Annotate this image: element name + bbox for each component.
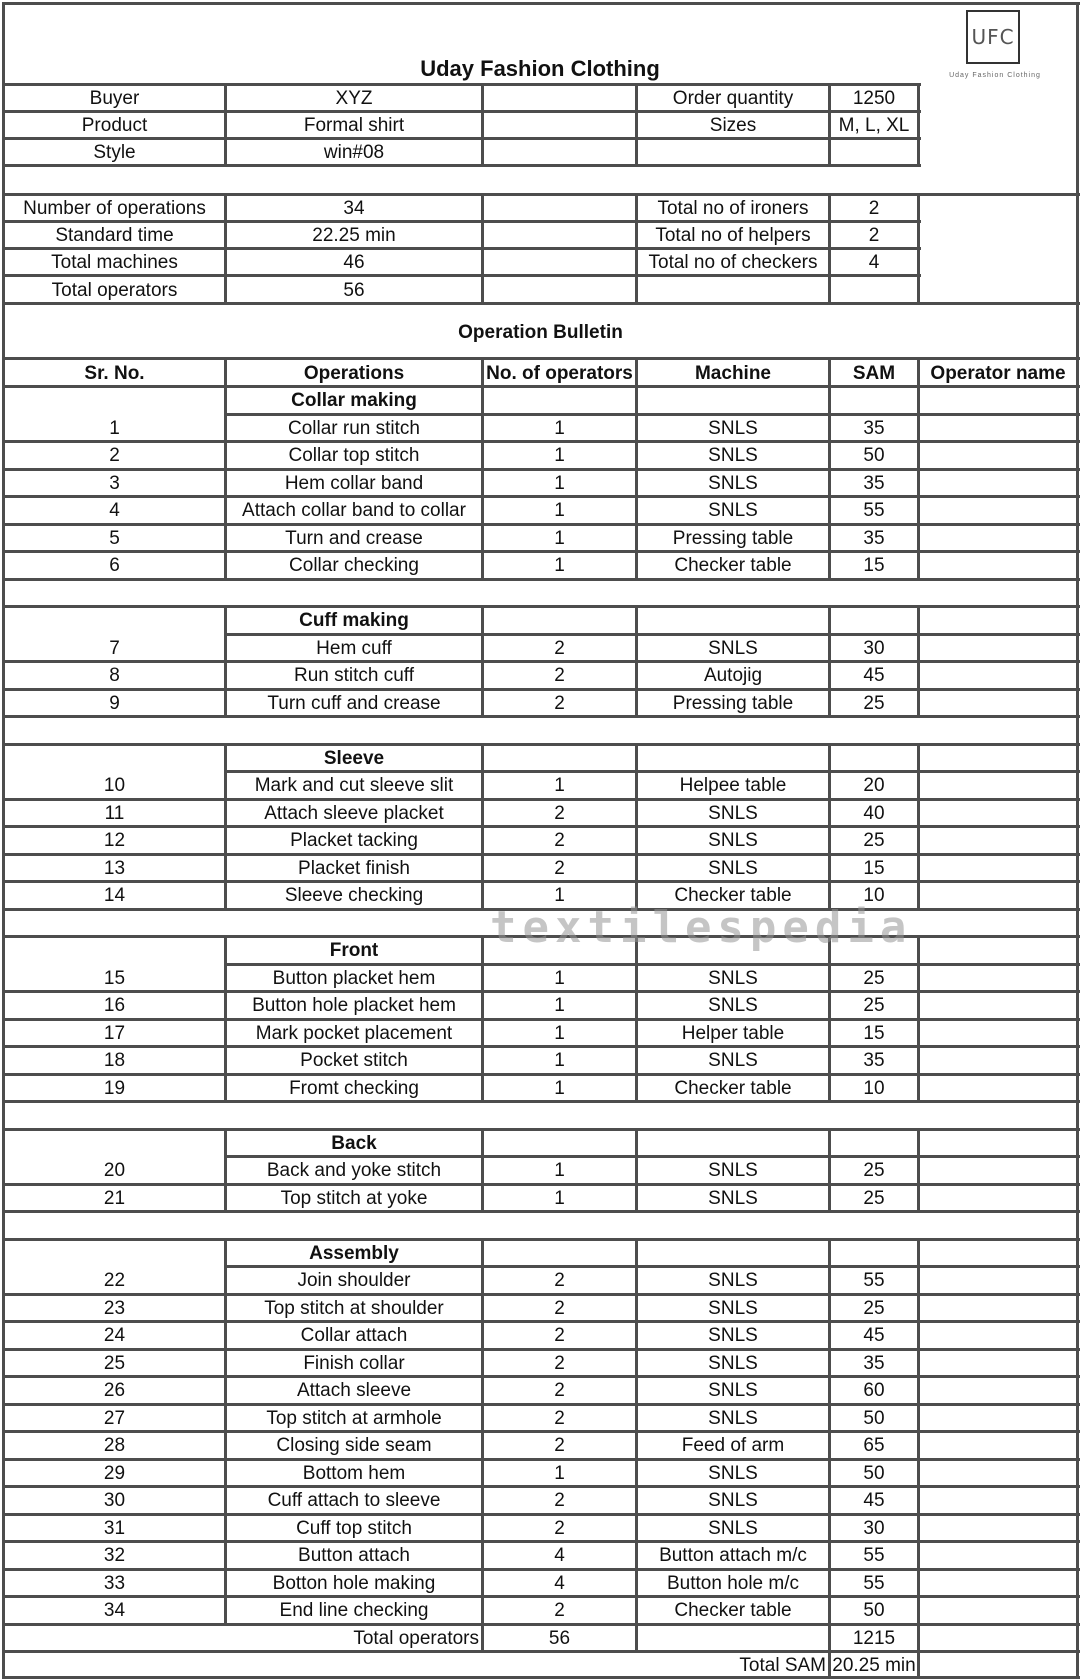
buyer-label: Buyer (89, 88, 140, 109)
row-sam: 55 (863, 1270, 885, 1292)
row-sam: 45 (863, 665, 885, 687)
row-machine: SNLS (708, 1490, 758, 1512)
row-sam: 20 (863, 775, 885, 797)
row-sam: 35 (863, 527, 885, 549)
col-operations: Operations (303, 362, 405, 384)
row-sr-no: 3 (109, 472, 120, 494)
row-sr-no: 26 (103, 1380, 126, 1402)
row-machine: SNLS (708, 1297, 758, 1319)
row-machine: SNLS (708, 830, 758, 852)
col-sam: SAM (852, 362, 896, 384)
num-operations-value: 34 (343, 198, 365, 219)
row-no-operators: 1 (554, 472, 565, 494)
bulletin-title: Operation Bulletin (458, 322, 623, 343)
ironers-label: Total no of ironers (657, 198, 809, 219)
sizes-label: Sizes (709, 115, 757, 136)
row-no-operators: 1 (554, 885, 565, 907)
row-operation: Button hole placket hem (252, 995, 456, 1017)
row-operation: Pocket stitch (300, 1050, 408, 1072)
row-sam: 55 (863, 1545, 885, 1567)
row-machine: SNLS (708, 445, 758, 467)
row-sam: 55 (863, 500, 885, 522)
row-sr-no: 22 (103, 1270, 126, 1292)
row-machine: Autojig (703, 665, 763, 687)
col-operator-name: Operator name (930, 362, 1066, 384)
row-no-operators: 1 (554, 1050, 565, 1072)
row-machine: Button hole m/c (666, 1572, 800, 1594)
row-machine: SNLS (708, 1187, 758, 1209)
row-sr-no: 6 (109, 555, 120, 577)
row-sam: 35 (863, 1050, 885, 1072)
row-no-operators: 2 (554, 857, 565, 879)
row-no-operators: 1 (554, 500, 565, 522)
row-no-operators: 1 (554, 1022, 565, 1044)
row-sam: 40 (863, 802, 885, 824)
row-no-operators: 2 (554, 1600, 565, 1622)
row-sam: 45 (863, 1325, 885, 1347)
row-machine: SNLS (708, 500, 758, 522)
row-operation: Placket finish (298, 857, 410, 879)
row-no-operators: 1 (554, 417, 565, 439)
row-operation: Top stitch at shoulder (264, 1297, 444, 1319)
row-operation: Cuff top stitch (296, 1517, 412, 1539)
row-operation: Mark and cut sleeve slit (254, 775, 454, 797)
row-no-operators: 2 (554, 1325, 565, 1347)
row-sam: 25 (863, 967, 885, 989)
row-sr-no: 21 (103, 1187, 126, 1209)
row-machine: SNLS (708, 857, 758, 879)
grid-line (917, 83, 920, 167)
row-sr-no: 14 (103, 885, 126, 907)
row-no-operators: 2 (554, 692, 565, 714)
total-operators-value: 56 (343, 279, 365, 301)
row-no-operators: 1 (554, 1462, 565, 1484)
col-machine: Machine (694, 362, 772, 384)
row-sr-no: 30 (103, 1490, 126, 1512)
row-sr-no: 18 (103, 1050, 126, 1072)
section-title: Collar making (291, 390, 417, 412)
row-operation: Turn cuff and crease (267, 692, 441, 714)
row-no-operators: 4 (554, 1545, 565, 1567)
row-machine: Button attach m/c (659, 1545, 807, 1567)
row-no-operators: 1 (554, 527, 565, 549)
grid-line (917, 1650, 920, 1679)
row-sam: 35 (863, 472, 885, 494)
section-title: Assembly (309, 1242, 399, 1264)
row-sr-no: 4 (109, 500, 120, 522)
row-no-operators: 2 (554, 1352, 565, 1374)
row-operation: Run stitch cuff (293, 665, 415, 687)
row-sam: 15 (863, 1022, 885, 1044)
standard-time-value: 22.25 min (312, 225, 396, 246)
row-sr-no: 28 (103, 1435, 126, 1457)
row-sam: 50 (863, 445, 885, 467)
row-no-operators: 2 (554, 1380, 565, 1402)
row-machine: SNLS (708, 995, 758, 1017)
row-no-operators: 2 (554, 1297, 565, 1319)
row-machine: Pressing table (672, 527, 794, 549)
total-sam-sum: 1215 (852, 1627, 896, 1649)
row-operation: Hem cuff (316, 637, 392, 659)
row-operation: Button attach (298, 1545, 410, 1567)
row-no-operators: 1 (554, 1077, 565, 1099)
total-sam-value: 20.25 min (832, 1654, 916, 1676)
row-sam: 25 (863, 995, 885, 1017)
row-sr-no: 29 (103, 1462, 126, 1484)
section-title: Front (329, 940, 379, 962)
row-sr-no: 20 (103, 1160, 126, 1182)
row-operation: Collar top stitch (288, 445, 420, 467)
row-sam: 15 (863, 555, 885, 577)
row-machine: SNLS (708, 472, 758, 494)
row-operation: Sleeve checking (284, 885, 424, 907)
row-operation: Attach collar band to collar (242, 500, 466, 522)
row-machine: SNLS (708, 1160, 758, 1182)
logo-subtitle: Uday Fashion Clothing (949, 72, 1041, 79)
total-machines-label: Total machines (51, 252, 178, 273)
row-sam: 25 (863, 692, 885, 714)
row-sam: 50 (863, 1407, 885, 1429)
row-sr-no: 24 (103, 1325, 126, 1347)
row-machine: SNLS (708, 1462, 758, 1484)
row-operation: Button placket hem (272, 967, 436, 989)
sizes-value: M, L, XL (838, 115, 910, 136)
row-sam: 35 (863, 1352, 885, 1374)
row-no-operators: 1 (554, 775, 565, 797)
row-operation: Top stitch at armhole (266, 1407, 442, 1429)
row-sam: 50 (863, 1462, 885, 1484)
row-machine: SNLS (708, 1517, 758, 1539)
row-machine: SNLS (708, 1270, 758, 1292)
row-no-operators: 2 (554, 1407, 565, 1429)
checkers-label: Total no of checkers (648, 252, 818, 273)
helpers-label: Total no of helpers (655, 225, 811, 246)
row-machine: SNLS (708, 637, 758, 659)
total-operators-label: Total operators (51, 279, 178, 301)
total-operators-row-value: 56 (548, 1627, 571, 1649)
row-sr-no: 19 (103, 1077, 126, 1099)
row-sr-no: 8 (109, 665, 120, 687)
row-no-operators: 1 (554, 967, 565, 989)
row-operation: Join shoulder (297, 1270, 411, 1292)
ironers-value: 2 (868, 198, 880, 219)
row-machine: Feed of arm (681, 1435, 785, 1457)
row-machine: SNLS (708, 417, 758, 439)
row-no-operators: 2 (554, 1517, 565, 1539)
row-sam: 25 (863, 830, 885, 852)
row-no-operators: 1 (554, 995, 565, 1017)
total-sam-label: Total SAM (739, 1654, 826, 1676)
row-machine: SNLS (708, 1352, 758, 1374)
row-sam: 35 (863, 417, 885, 439)
row-sam: 25 (863, 1160, 885, 1182)
total-machines-value: 46 (343, 252, 365, 273)
row-sr-no: 33 (103, 1572, 126, 1594)
product-label: Product (81, 115, 148, 136)
row-operation: End line checking (279, 1600, 429, 1622)
row-operation: Collar run stitch (288, 417, 420, 439)
order-quantity-value: 1250 (852, 88, 896, 109)
row-machine: Pressing table (672, 692, 794, 714)
grid-line (3, 2, 1080, 5)
row-no-operators: 1 (554, 445, 565, 467)
row-operation: Collar attach (300, 1325, 408, 1347)
row-sr-no: 34 (103, 1600, 126, 1622)
row-sam: 30 (863, 1517, 885, 1539)
row-operation: Attach sleeve placket (264, 802, 444, 824)
num-operations-label: Number of operations (23, 198, 206, 219)
row-sr-no: 2 (109, 445, 120, 467)
row-no-operators: 2 (554, 802, 565, 824)
row-no-operators: 4 (554, 1572, 565, 1594)
grid-line (917, 1623, 920, 1654)
row-machine: SNLS (708, 967, 758, 989)
row-sr-no: 1 (109, 417, 120, 439)
row-operation: Attach sleeve (296, 1380, 412, 1402)
row-sam: 45 (863, 1490, 885, 1512)
row-operation: Back and yoke stitch (266, 1160, 442, 1182)
row-no-operators: 1 (554, 1187, 565, 1209)
row-sam: 50 (863, 1600, 885, 1622)
row-no-operators: 2 (554, 1490, 565, 1512)
row-sr-no: 12 (103, 830, 126, 852)
row-sr-no: 11 (104, 802, 125, 824)
company-title: Uday Fashion Clothing (420, 56, 660, 81)
row-operation: Botton hole making (272, 1572, 436, 1594)
row-operation: Top stitch at yoke (280, 1187, 428, 1209)
row-no-operators: 1 (554, 555, 565, 577)
section-title: Sleeve (323, 747, 385, 769)
grid-line (917, 1128, 920, 1214)
row-sam: 10 (863, 885, 885, 907)
grid-line (1076, 2, 1079, 1679)
buyer-value: XYZ (335, 88, 373, 109)
row-machine: Checker table (674, 885, 792, 907)
row-no-operators: 2 (554, 1270, 565, 1292)
helpers-value: 2 (868, 225, 880, 246)
row-no-operators: 2 (554, 637, 565, 659)
standard-time-label: Standard time (55, 225, 174, 246)
row-machine: SNLS (708, 1050, 758, 1072)
row-sr-no: 23 (103, 1297, 126, 1319)
row-operation: Fromt checking (289, 1077, 419, 1099)
order-quantity-label: Order quantity (672, 88, 794, 109)
row-sr-no: 13 (103, 857, 126, 879)
row-operation: Closing side seam (276, 1435, 432, 1457)
col-no-operators: No. of operators (486, 362, 633, 384)
row-sr-no: 10 (103, 775, 126, 797)
row-sr-no: 9 (109, 692, 120, 714)
grid-line (481, 193, 484, 305)
row-operation: Placket tacking (290, 830, 418, 852)
grid-line (635, 1623, 638, 1654)
row-machine: Helpee table (679, 775, 787, 797)
section-title: Back (331, 1132, 377, 1154)
row-machine: Checker table (674, 1077, 792, 1099)
style-value: win#08 (323, 142, 385, 163)
row-operation: Hem collar band (284, 472, 424, 494)
row-sam: 15 (863, 857, 885, 879)
row-sam: 65 (863, 1435, 885, 1457)
row-operation: Turn and crease (285, 527, 423, 549)
row-operation: Collar checking (289, 555, 419, 577)
grid-line (917, 193, 920, 305)
row-operation: Finish collar (303, 1352, 405, 1374)
row-no-operators: 2 (554, 1435, 565, 1457)
watermark: textilespedia (490, 902, 913, 953)
row-sr-no: 16 (103, 995, 126, 1017)
row-sr-no: 25 (103, 1352, 126, 1374)
row-sr-no: 17 (103, 1022, 126, 1044)
total-operators-row-label: Total operators (353, 1627, 479, 1649)
section-title: Cuff making (299, 610, 409, 632)
row-sam: 25 (863, 1297, 885, 1319)
row-sam: 55 (863, 1572, 885, 1594)
row-sr-no: 27 (103, 1407, 126, 1429)
row-sr-no: 15 (103, 967, 126, 989)
style-label: Style (93, 142, 136, 163)
row-sr-no: 31 (103, 1517, 126, 1539)
row-sam: 30 (863, 637, 885, 659)
row-machine: SNLS (708, 1325, 758, 1347)
row-machine: Checker table (674, 1600, 792, 1622)
grid-line (481, 83, 484, 167)
row-sr-no: 5 (109, 527, 120, 549)
row-no-operators: 2 (554, 665, 565, 687)
row-machine: SNLS (708, 1407, 758, 1429)
row-no-operators: 1 (554, 1160, 565, 1182)
row-sam: 10 (863, 1077, 885, 1099)
ufc-logo: UFC (966, 10, 1020, 64)
row-operation: Cuff attach to sleeve (267, 1490, 441, 1512)
product-value: Formal shirt (303, 115, 405, 136)
row-operation: Mark pocket placement (255, 1022, 453, 1044)
row-operation: Bottom hem (302, 1462, 406, 1484)
row-sam: 25 (863, 1187, 885, 1209)
checkers-value: 4 (868, 252, 880, 273)
row-machine: SNLS (708, 802, 758, 824)
col-sr-no: Sr. No. (84, 362, 145, 384)
row-machine: SNLS (708, 1380, 758, 1402)
row-machine: Helper table (681, 1022, 785, 1044)
row-sr-no: 32 (103, 1545, 126, 1567)
row-machine: Checker table (674, 555, 792, 577)
row-no-operators: 2 (554, 830, 565, 852)
row-sam: 60 (863, 1380, 885, 1402)
row-sr-no: 7 (109, 637, 120, 659)
